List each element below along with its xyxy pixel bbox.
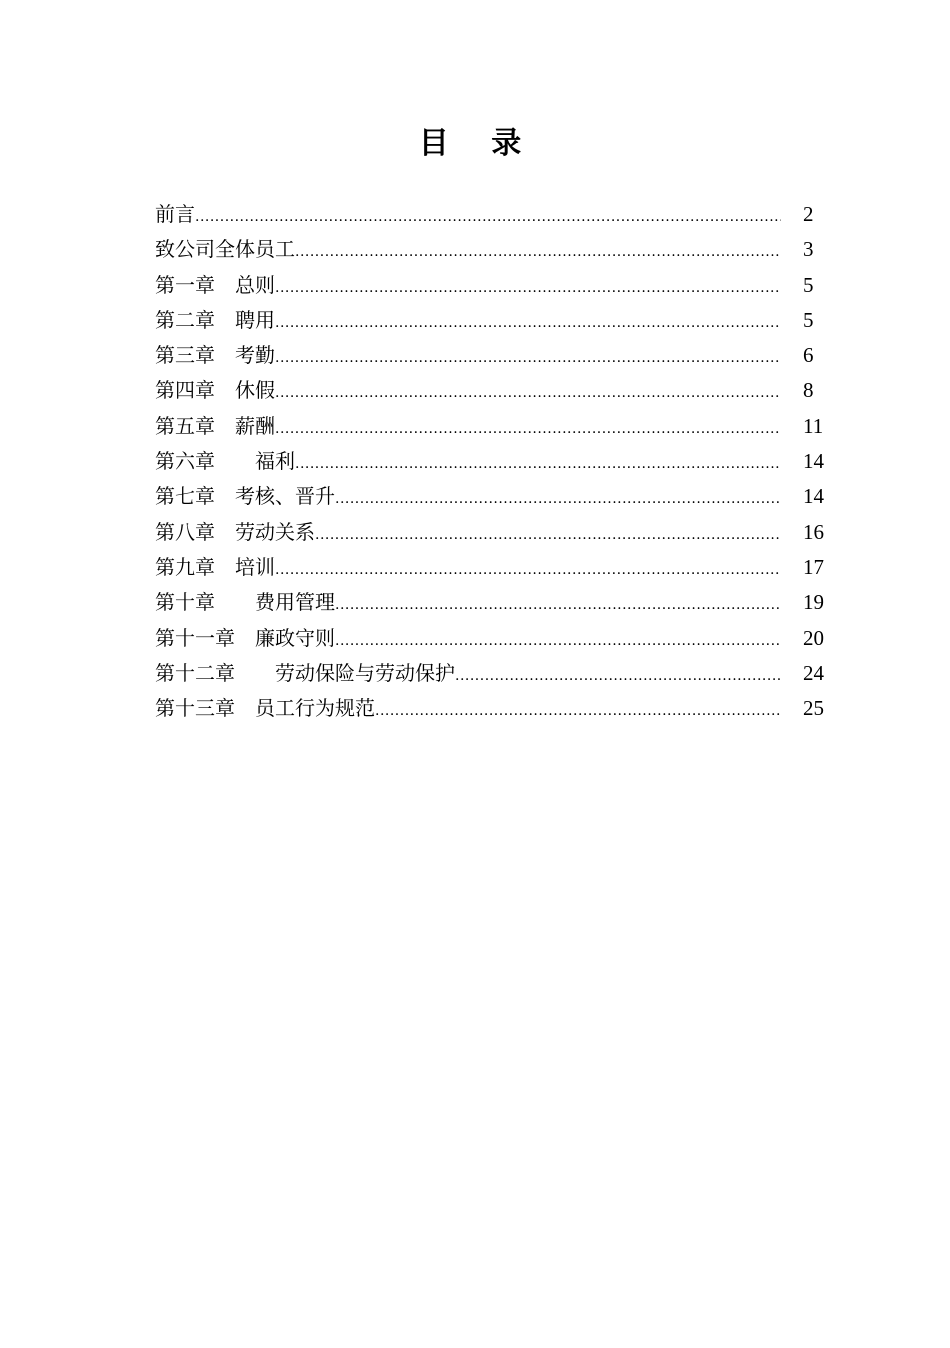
toc-entry-page: 8 <box>803 378 814 403</box>
toc-entry[interactable] <box>155 410 835 445</box>
toc-entry[interactable] <box>155 304 835 339</box>
toc-dot-leader <box>275 554 781 587</box>
toc-entry[interactable] <box>155 233 835 268</box>
toc-entry-page: 3 <box>803 237 814 262</box>
toc-entry[interactable] <box>155 269 835 304</box>
toc-entry-label: 第六章 福利 <box>155 449 295 474</box>
toc-entry-page: 6 <box>803 343 814 368</box>
toc-entry[interactable] <box>155 445 835 480</box>
toc-dot-leader <box>315 519 781 552</box>
toc-entry-label: 前言 <box>155 202 195 226</box>
toc-entry-page: 25 <box>803 696 824 721</box>
toc-entry-page: 20 <box>803 625 824 650</box>
toc-entry[interactable] <box>155 657 835 692</box>
toc-entry[interactable] <box>155 480 835 515</box>
toc-entry-page: 5 <box>803 272 814 297</box>
toc-dot-leader <box>275 272 781 305</box>
toc-entry-page: 24 <box>803 660 824 685</box>
toc-entry[interactable] <box>155 622 835 657</box>
toc-entry[interactable] <box>155 516 835 551</box>
toc-entry-label: 第十三章 员工行为规范 <box>155 696 375 721</box>
toc-entry-page: 14 <box>803 484 824 509</box>
toc-dot-leader <box>335 483 781 516</box>
toc-entry-page: 11 <box>803 413 824 438</box>
toc-entry-page: 17 <box>803 554 824 579</box>
toc-list <box>155 198 835 727</box>
toc-entry-label: 第五章 薪酬 <box>155 413 275 438</box>
toc-entry-label: 第八章 劳动关系 <box>155 519 315 544</box>
toc-dot-leader <box>295 236 781 269</box>
toc-entry[interactable] <box>155 551 835 586</box>
toc-dot-leader <box>275 413 781 446</box>
toc-entry-page: 19 <box>803 590 824 615</box>
toc-entry-page: 5 <box>803 307 814 332</box>
toc-entry-page: 16 <box>803 519 824 544</box>
toc-entry[interactable] <box>155 198 835 233</box>
toc-title: 目 录 <box>418 126 538 161</box>
toc-entry[interactable] <box>155 692 835 727</box>
toc-dot-leader <box>275 377 781 410</box>
toc-entry-label: 第九章 培训 <box>155 554 275 579</box>
toc-entry-label: 第十章 费用管理 <box>155 590 335 615</box>
toc-entry[interactable] <box>155 339 835 374</box>
toc-entry-label: 第十二章 劳动保险与劳动保护 <box>155 660 455 685</box>
toc-dot-leader <box>275 307 781 340</box>
toc-entry-page: 14 <box>803 449 824 474</box>
toc-entry[interactable] <box>155 374 835 409</box>
toc-dot-leader <box>335 625 781 658</box>
toc-entry-label: 第七章 考核、晋升 <box>155 484 335 509</box>
toc-dot-leader <box>275 342 781 375</box>
toc-entry-label: 第四章 休假 <box>155 378 275 403</box>
toc-dot-leader <box>375 695 781 728</box>
toc-entry-label: 第三章 考勤 <box>155 343 275 368</box>
toc-entry-label: 第十一章 廉政守则 <box>155 625 335 650</box>
toc-dot-leader <box>455 660 781 693</box>
toc-dot-leader <box>295 448 781 481</box>
toc-dot-leader <box>335 589 781 622</box>
toc-dot-leader <box>195 201 781 234</box>
toc-entry-page: 2 <box>803 202 814 226</box>
toc-entry-label: 第一章 总则 <box>155 272 275 297</box>
toc-entry-label: 第二章 聘用 <box>155 307 275 332</box>
toc-entry-label: 致公司全体员工 <box>155 237 295 262</box>
toc-entry[interactable] <box>155 586 835 621</box>
